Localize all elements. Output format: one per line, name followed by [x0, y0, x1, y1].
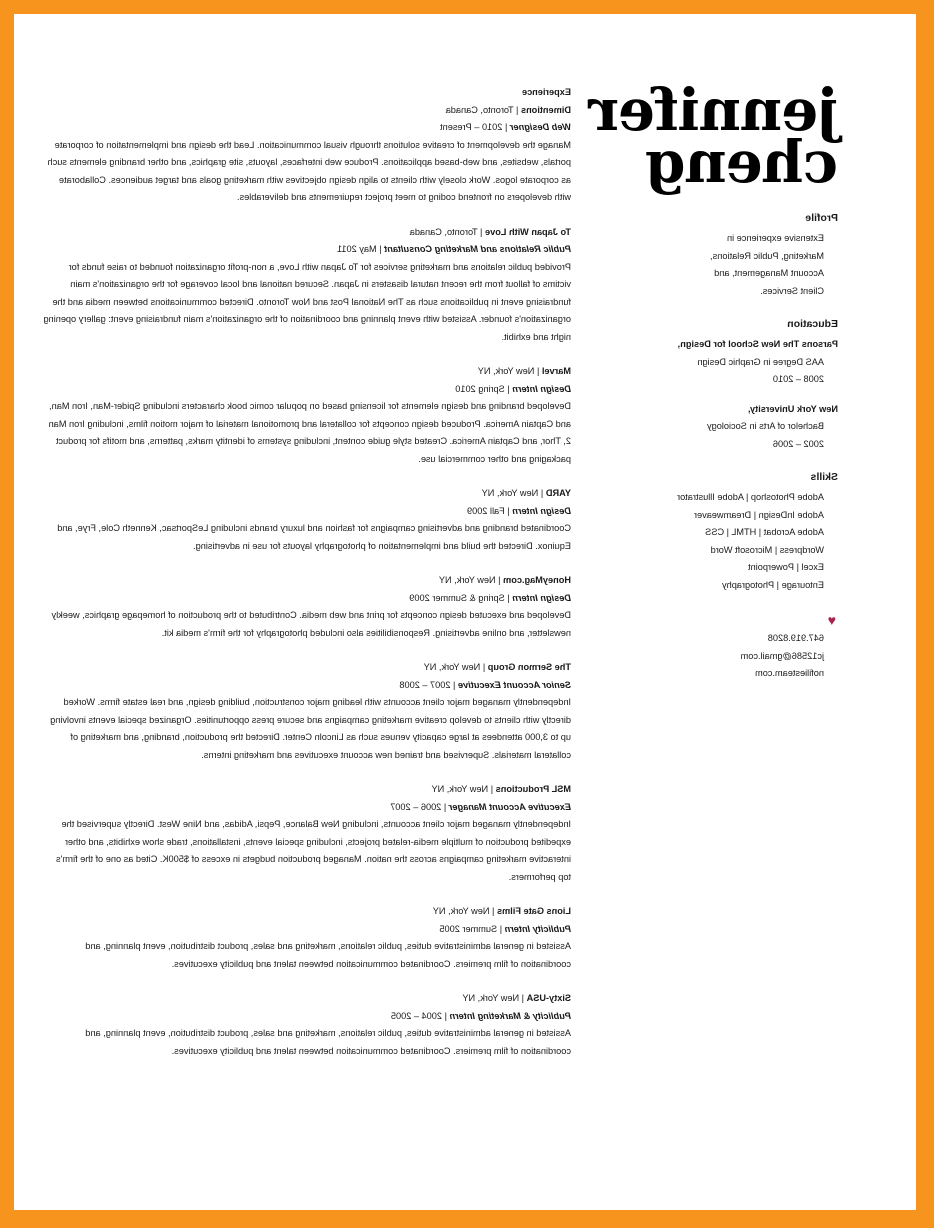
sidebar: [589, 76, 838, 701]
job-description: Assisted in general administrative duties, public relations, marketing and sales, product distribution, event planning, and coordination of film premiers. Coordinated communication between talent and publicity executives.: [85, 941, 571, 969]
job-entry: [41, 102, 571, 207]
profile-text: [598, 230, 838, 300]
skill-line: Entourage | Photography: [722, 579, 824, 590]
job-entry: [41, 781, 571, 886]
contact-section: [598, 612, 838, 683]
job-dates: | 2007 – 2008: [399, 679, 458, 690]
profile-section: [598, 212, 838, 300]
job-dates: | Spring 2010: [455, 383, 513, 394]
job-company: Dimentions: [520, 104, 571, 115]
job-company: YARD: [545, 488, 571, 498]
job-role: Executive Account Manager: [448, 801, 571, 812]
skill-line: Wordpress | Microsoft Word: [710, 544, 824, 555]
name-logotype: [589, 76, 838, 196]
job-description: Assisted in general administrative duties, public relations, marketing and sales, product distribution, event planning, and coordination of film premiers. Coordinated communication between talent and publicity executives.: [85, 1028, 571, 1056]
job-description: Manage the development of creative solutions through visual communication. Lead the design and implementation of corporate portals, websites, and web-based applications. Produce web interfaces, layouts, site graphics, and other branding elements such as corporate logos. Work closely with clients to align design objectives with marketing goals and target audiences. Collaborate with developers on frontend coding to meet project requirements and deliverables.: [47, 139, 571, 202]
school-dates: 2002 – 2006: [772, 438, 824, 449]
job-company: To Japan With Love: [484, 226, 571, 237]
name-last: cheng: [645, 128, 838, 196]
school-name: Parsons The New School for Design,: [677, 339, 838, 349]
experience-section: [41, 84, 571, 1077]
job-dates: | May 2011: [336, 244, 385, 254]
job-entry: [41, 485, 571, 555]
job-role: Senior Account Executive: [457, 679, 571, 690]
job-entry: [41, 572, 571, 642]
job-location: | New York, NY: [477, 366, 542, 376]
skill-line: Adobe Acrobat | HTML | CSS: [705, 527, 824, 537]
education-title: Education: [787, 318, 838, 330]
profile-title: Profile: [805, 212, 838, 224]
orange-border-frame: [14, 14, 916, 1210]
job-company: MSL Productions: [495, 784, 571, 794]
skills-title: Skills: [810, 471, 838, 483]
heart-icon: ♥: [827, 612, 836, 628]
contact-phone: 647.919.8208: [767, 633, 824, 643]
job-location: | New York, NY: [462, 993, 527, 1003]
skill-line: Adobe Photoshop | Adobe Illustrator: [677, 492, 824, 502]
job-company: Marvel: [541, 366, 571, 376]
job-location: | New York, NY: [432, 906, 497, 916]
job-dates: | Summer 2005: [439, 923, 505, 934]
contact-website: nofiliesteam.com: [755, 668, 824, 678]
job-company: HoneyMag.com: [503, 575, 571, 585]
job-description: Independently managed major client accounts with leading major construction, building design, and real estate firms. Worked directly with clients to develop creative marketing campaigns and secure press opportunities. Organized special events involving up to 3,000 attendees at large capacity venues such as Lincoln Center. Directed the production, branding, and marketing of collateral materials. Supervised and trained new account executives and marketing interns.: [50, 697, 571, 760]
job-entry: [41, 363, 571, 468]
job-dates: | Fall 2009: [466, 505, 513, 516]
name-first: jennifer: [589, 76, 838, 144]
job-dates: | 2010 – Present: [440, 122, 510, 132]
job-description: Independently managed major client accounts, including New Balance, Pepsi, Adidas, and Nine West. Directly supervised the expedited production of multiple media-related projects, including special events, installations, trade show exhibits, and other interactive marketing campaigns across the nation. Managed production budgets in excess of $500K. Cited as one of the firm's top performers.: [55, 819, 571, 882]
job-entry: [41, 903, 571, 973]
profile-line: Marketing, Public Relations,: [710, 250, 824, 261]
education-school: [598, 336, 838, 389]
skill-line: Excel | Powerpoint: [748, 562, 824, 572]
experience-header: [41, 84, 571, 102]
resume-page: [14, 14, 916, 1210]
job-dates: | 2006 – 2007: [390, 801, 449, 812]
job-role: Design Intern: [512, 383, 571, 394]
job-entry: [41, 224, 571, 347]
job-company: The Sermon Group: [487, 662, 571, 672]
job-role: Web Designer: [509, 122, 571, 132]
job-entry: [41, 990, 571, 1060]
school-detail: AAS Degree in Graphic Design: [697, 356, 824, 367]
job-description: Coordinated branding and advertising campaigns for fashion and luxury brands including LeSportsac, Kenneth Cole, Frye, and Equinox. Directed the build and implementation of photography layouts for use in advertising.: [57, 523, 571, 551]
skills-list: [598, 489, 838, 594]
job-description: Developed and executed design concepts for print and web media. Contributed to the production of homepage graphics, weekly newsletter, and online advertising. Responsibilities also included photography for the firm's media kit.: [51, 610, 571, 638]
job-entry: [41, 659, 571, 764]
job-description: Developed branding and design elements for licensing based on popular comic book characters including Spider-Man, Iron Man, and Captain America. Produced design concepts for collateral and promotional material of major motion films, including Iron Man 2, Thor, and Captain America. Created style guide content, including systems of identity marks, patterns, and motifs for product packaging and other commercial use.: [48, 401, 571, 464]
job-location: | Toronto, Canada: [445, 104, 521, 115]
job-role: Publicity & Marketing Intern: [449, 1010, 571, 1021]
job-location: | New York, NY: [438, 575, 504, 585]
job-role: Public Relations and Marketing Consultant: [384, 244, 571, 254]
job-role: Design Intern: [512, 505, 571, 516]
job-location: | New York, NY: [423, 662, 488, 672]
profile-line: Account Management, and: [714, 268, 824, 278]
education-school: [598, 401, 838, 454]
job-location: | Toronto, Canada: [409, 226, 485, 237]
experience-title: Experience: [521, 87, 571, 97]
job-role: Design Intern: [512, 592, 571, 603]
profile-line: Extensive experience in: [726, 233, 824, 243]
job-company: Sixty-USA: [526, 993, 571, 1003]
school-dates: 2008 – 2010: [772, 374, 824, 384]
skills-section: [598, 471, 838, 594]
job-role: Publicity Intern: [504, 923, 571, 934]
school-detail: Bachelor of Arts in Sociology: [707, 421, 824, 431]
school-name: New York University,: [748, 403, 838, 414]
contact-list: [598, 630, 838, 683]
job-location: | New York, NY: [431, 784, 496, 794]
job-dates: | 2004 – 2005: [390, 1010, 450, 1021]
job-description: Provided public relations and marketing services for To Japan with Love, a non-profit organization founded to raise funds for victims of fallout from the recent natural disasters in Japan. Secured national and local coverage for the organization's main fundraising event in publications such as The National Post and Now Toronto. Directed communications between media and the organization's founder. Assisted with event planning and coordination of the organization's main fundraising event: gallery opening night and exhibit.: [43, 261, 571, 342]
contact-email: jc12586@gmail.com: [740, 650, 824, 661]
job-dates: | Spring & Summer 2009: [409, 592, 513, 603]
job-location: | New York, NY: [481, 488, 546, 498]
profile-line: Client Services.: [760, 285, 824, 296]
education-section: [598, 318, 838, 453]
job-company: Lions Gate Films: [496, 906, 571, 916]
skill-line: Adobe InDesign | Dreamweaver: [693, 509, 824, 520]
